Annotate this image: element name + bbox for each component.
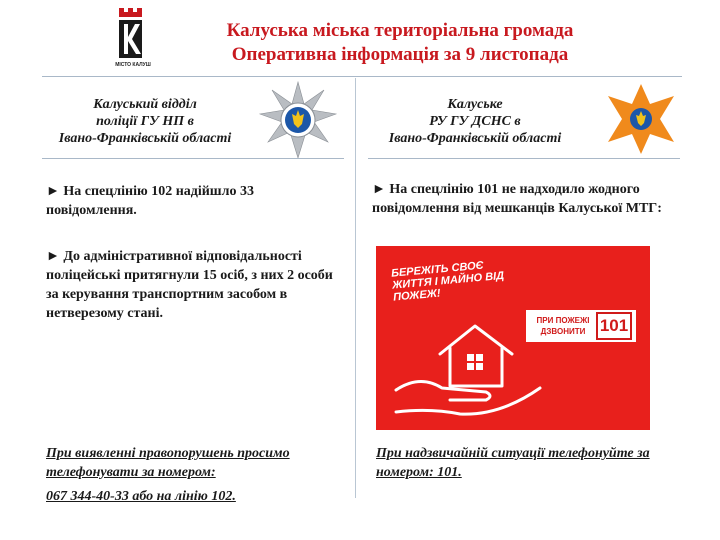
- dsns-emblem-icon: [600, 82, 682, 156]
- dsns-calls-info: ► На спецлінію 101 не надходило жодного повідомлення від мешканців Калуської МТГ:: [372, 182, 662, 216]
- police-badge-icon: [258, 80, 338, 160]
- police-divider: [42, 158, 344, 159]
- poster-slogan: БЕРЕЖІТЬ СВОЄ ЖИТТЯ І МАЙНО ВІД ПОЖЕЖ!: [390, 259, 505, 304]
- dsns-divider: [368, 158, 680, 159]
- poster-call-box: [526, 310, 636, 342]
- logo-caption: МІСТО КАЛУШ: [115, 62, 151, 68]
- dsns-dept-line: РУ ГУ ДСНС в: [429, 114, 521, 129]
- dsns-contact-note[interactable]: При надзвичайній ситуації телефонуйте за номером: 101.: [376, 446, 650, 480]
- police-dept-line: Калуський відділ: [93, 97, 197, 112]
- police-calls-info: ► На спецлінію 102 надійшло 33 повідомлення.: [46, 184, 254, 218]
- poster-call-text: ПРИ ПОЖЕЖІ ДЗВОНИТИ: [536, 316, 590, 336]
- page-subtitle: Оперативна інформація за 9 листопада: [231, 44, 569, 65]
- poster-call-number: 101: [596, 312, 632, 340]
- police-contact-note: При виявленні правопорушень просимо телефонувати за номером:: [46, 446, 290, 480]
- page-title: Калуська міська територіальна громада: [226, 20, 574, 41]
- column-divider: [355, 78, 356, 498]
- police-dept-line: поліції ГУ НП в: [96, 114, 194, 129]
- dsns-dept-line: Калуське: [447, 97, 503, 112]
- fire-safety-poster: [376, 246, 650, 430]
- dsns-dept-line: Івано-Франківській області: [388, 131, 562, 146]
- police-dept-line: Івано-Франківській області: [58, 131, 232, 146]
- police-admin-info: ► До адміністративної відповідальності поліцейські притягнули 15 осіб, з них 2 особи за керування транспортним засобом в нетверезому стані.: [46, 249, 333, 321]
- police-dept-name: [40, 96, 250, 147]
- header-divider: [42, 76, 682, 77]
- police-phone-number[interactable]: 067 344-40-33 або на лінію 102.: [46, 489, 236, 504]
- dsns-dept-name: [372, 96, 578, 147]
